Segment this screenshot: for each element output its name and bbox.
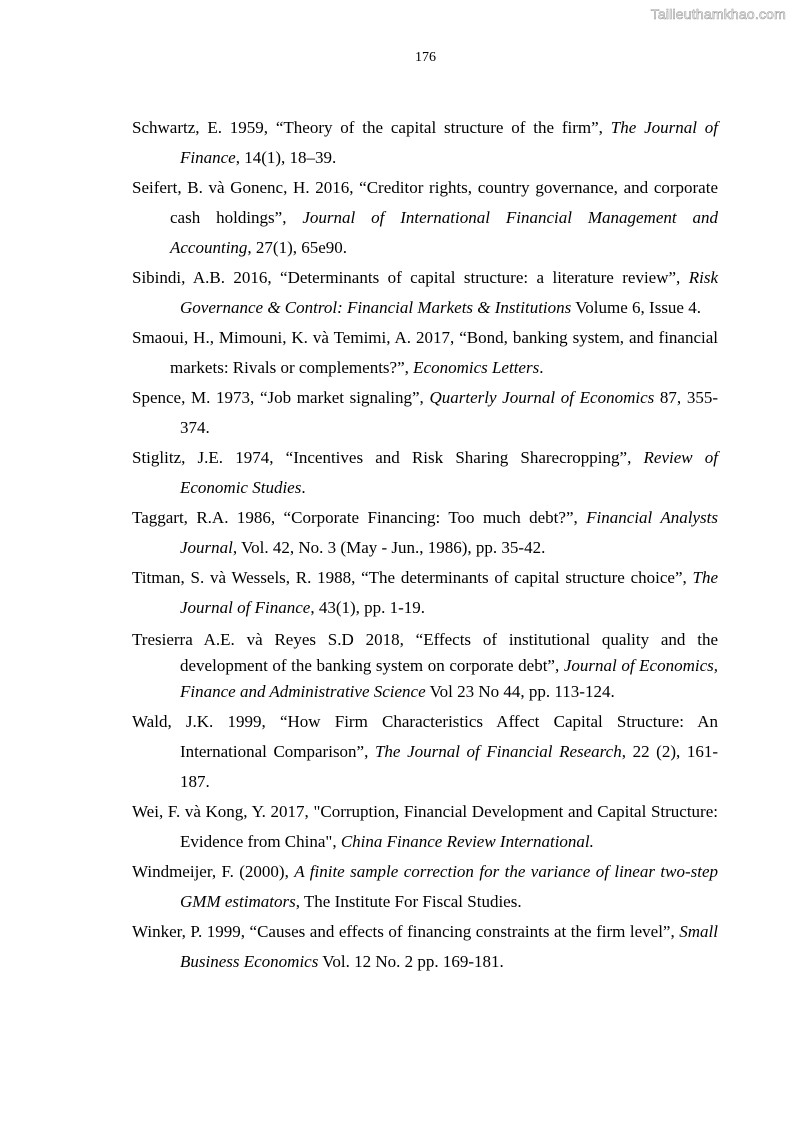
reference-details: , The Institute For Fiscal Studies. <box>295 892 522 911</box>
reference-entry <box>132 707 718 797</box>
reference-text: Windmeijer, F. (2000), <box>132 862 295 881</box>
reference-entry <box>132 383 718 443</box>
reference-source: The Journal of Financial Research <box>374 742 622 761</box>
reference-details: Vol 23 No 44, pp. 113-124. <box>425 682 615 701</box>
reference-details: , 22 (2), 161-187. <box>180 742 719 791</box>
reference-details: , 27(1), 65e90. <box>247 238 348 257</box>
reference-entry <box>132 173 718 263</box>
reference-details: , 14(1), 18–39. <box>235 148 337 167</box>
reference-details: 87, 355-374. <box>180 388 718 437</box>
reference-details: . <box>539 358 544 377</box>
reference-source: The Journal of Finance <box>180 118 718 167</box>
reference-source: The Journal of Finance <box>180 568 718 617</box>
reference-source: Review of Economic Studies <box>180 448 719 497</box>
reference-details: . <box>301 478 306 497</box>
reference-source: Economics Letters <box>413 358 540 377</box>
reference-text: Wei, F. và Kong, Y. 2017, "Corruption, Financial Development and Capital Structure: Evidence from China", <box>132 802 718 851</box>
reference-source: A finite sample correction for the variance of linear two-step GMM estimators <box>180 862 718 911</box>
reference-entry <box>132 857 718 917</box>
reference-details: , 43(1), pp. 1-19. <box>310 598 426 617</box>
reference-entry <box>132 503 718 563</box>
reference-text: Wald, J.K. 1999, “How Firm Characteristics Affect Capital Structure: An International Comparison”, <box>132 712 718 761</box>
reference-source: Financial Analysts Journal <box>180 508 718 557</box>
reference-entry <box>132 917 718 977</box>
reference-entry <box>132 563 718 623</box>
reference-entry <box>132 113 718 173</box>
reference-entry <box>132 797 718 857</box>
reference-source: Journal of International Financial Management and Accounting <box>170 208 718 257</box>
reference-details: Vol. 12 No. 2 pp. 169-181. <box>318 952 504 971</box>
reference-text: Schwartz, E. 1959, “Theory of the capital structure of the firm”, <box>132 118 611 137</box>
reference-source: China Finance Review International. <box>340 832 594 851</box>
reference-details: Volume 6, Issue 4. <box>571 298 701 317</box>
reference-text: Winker, P. 1999, “Causes and effects of financing constraints at the firm level”, <box>132 922 680 941</box>
reference-entry <box>132 263 718 323</box>
reference-source: Quarterly Journal of Economics <box>429 388 655 407</box>
reference-text: Smaoui, H., Mimouni, K. và Temimi, A. 2017, “Bond, banking system, and financial markets: Rivals or complements?”, <box>132 328 718 377</box>
reference-source: Risk Governance & Control: Financial Markets & Institutions <box>180 268 718 317</box>
reference-text: Titman, S. và Wessels, R. 1988, “The determinants of capital structure choice”, <box>132 568 693 587</box>
page-number: 176 <box>415 50 436 65</box>
reference-text: Sibindi, A.B. 2016, “Determinants of capital structure: a literature review”, <box>132 268 689 287</box>
watermark: Tailieuthamkhao.com <box>650 6 786 22</box>
reference-entry <box>132 323 718 383</box>
reference-text: Stiglitz, J.E. 1974, “Incentives and Risk Sharing Sharecropping”, <box>132 448 644 467</box>
reference-entry <box>132 623 718 707</box>
reference-source: Small Business Economics <box>180 922 718 971</box>
reference-details: , Vol. 42, No. 3 (May - Jun., 1986), pp. 35-42. <box>232 538 546 557</box>
reference-text: Taggart, R.A. 1986, “Corporate Financing: Too much debt?”, <box>132 508 587 527</box>
reference-text: Tresierra A.E. và Reyes S.D 2018, “Effects of institutional quality and the development of the banking system on corporate debt”, <box>132 630 718 675</box>
reference-text: Spence, M. 1973, “Job market signaling”, <box>132 388 430 407</box>
reference-text: Seifert, B. và Gonenc, H. 2016, “Creditor rights, country governance, and corporate cash holdings”, <box>132 178 718 227</box>
reference-entry <box>132 443 718 503</box>
reference-list <box>132 113 718 977</box>
reference-source: Journal of Economics, Finance and Administrative Science <box>180 656 718 701</box>
